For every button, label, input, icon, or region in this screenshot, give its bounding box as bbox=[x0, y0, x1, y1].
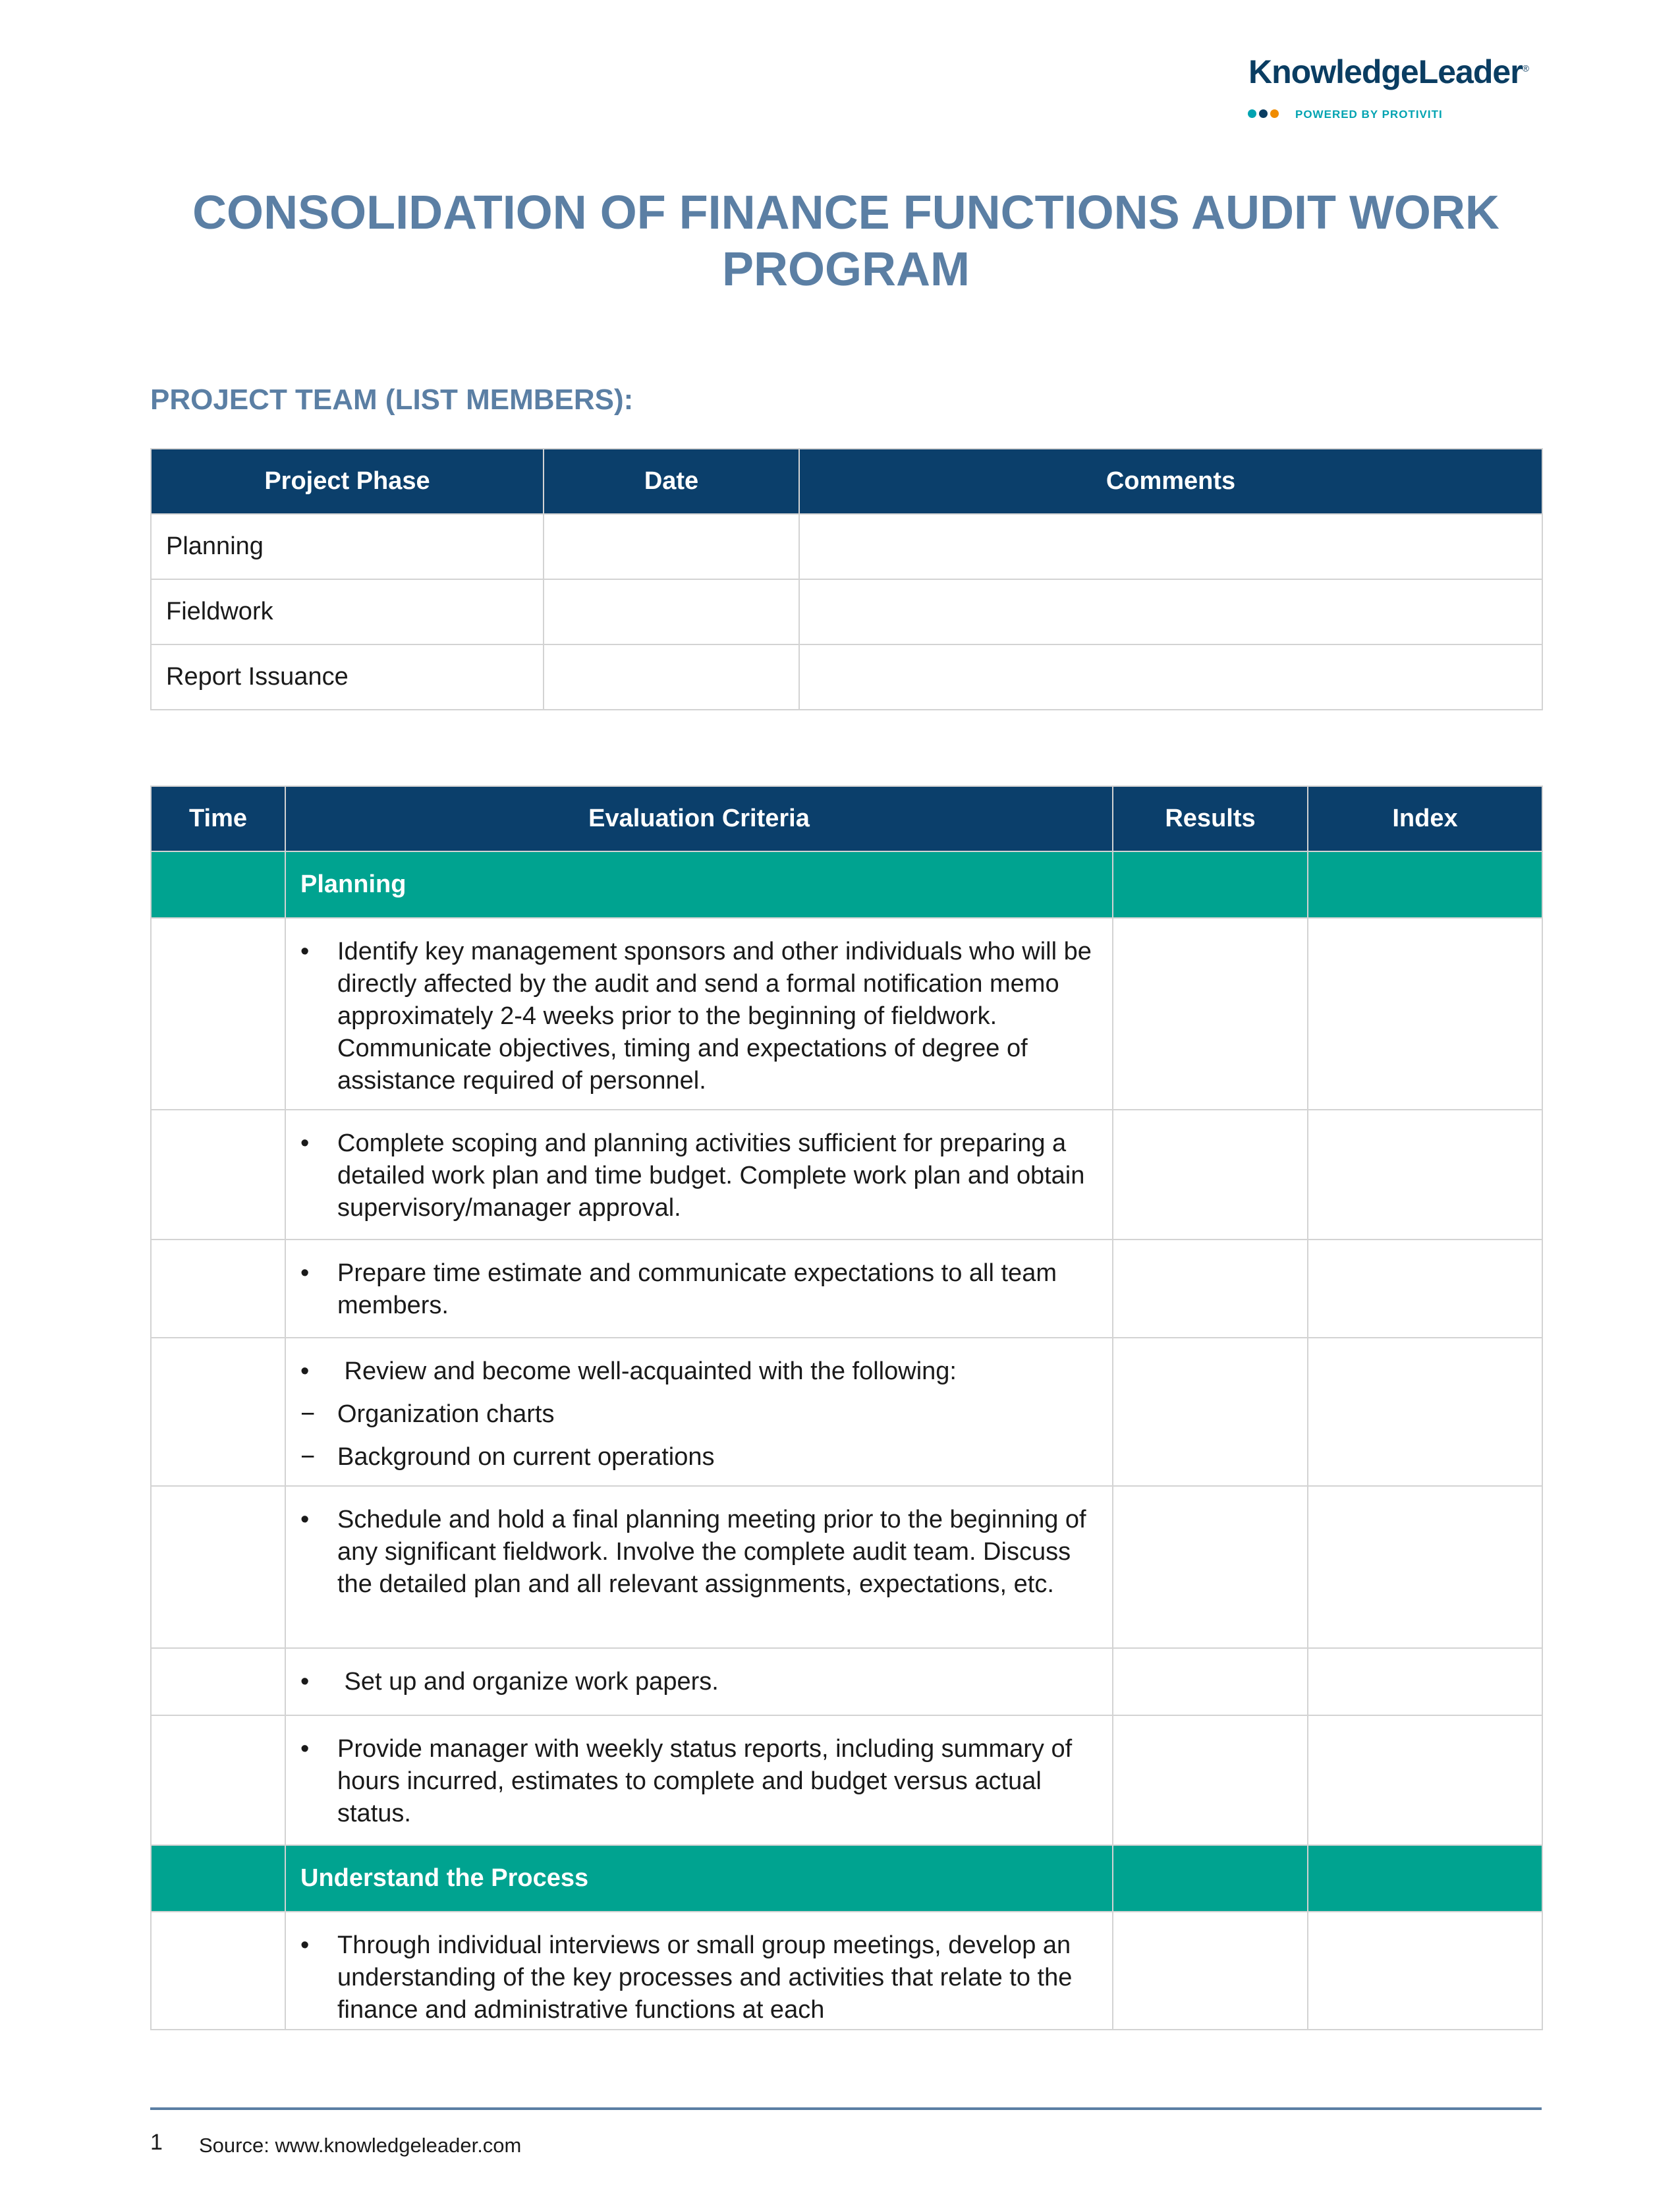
section-row-understand-the-process bbox=[151, 1845, 1542, 1912]
bullet-icon: • bbox=[300, 1506, 310, 1533]
sub-item-text: Background on current operations bbox=[337, 1443, 715, 1471]
time-cell[interactable] bbox=[151, 1240, 285, 1338]
criteria-text: Set up and organize work papers. bbox=[337, 1668, 719, 1696]
bullet-icon: • bbox=[300, 1357, 310, 1385]
table-row bbox=[151, 1715, 1542, 1845]
header-evaluation-criteria: Evaluation Criteria bbox=[285, 786, 1113, 851]
evaluation-criteria-table bbox=[150, 785, 1543, 2030]
source-link[interactable]: Source: www.knowledgeleader.com bbox=[199, 2134, 522, 2157]
section-label: Understand the Process bbox=[285, 1845, 1113, 1912]
criteria-cell bbox=[285, 1715, 1113, 1845]
bullet-icon: • bbox=[300, 1735, 310, 1763]
table-row bbox=[151, 1338, 1542, 1486]
results-cell[interactable] bbox=[1113, 1240, 1308, 1338]
criteria-text: Identify key management sponsors and other individuals who will be directly affected by the audit and send a formal notification memo approximately 2-4 weeks prior to the beginning of fieldwork. Communicate objectives, timing and expectations of degree of assistance required of personnel. bbox=[337, 938, 1092, 1095]
section-label: Planning bbox=[285, 851, 1113, 918]
index-cell[interactable] bbox=[1308, 1912, 1542, 2030]
time-cell[interactable] bbox=[151, 1715, 285, 1845]
criteria-cell bbox=[285, 1648, 1113, 1715]
table-row bbox=[151, 1648, 1542, 1715]
results-cell[interactable] bbox=[1113, 1912, 1308, 2030]
table-row bbox=[151, 1912, 1542, 2030]
results-cell bbox=[1113, 1845, 1308, 1912]
index-cell[interactable] bbox=[1308, 1240, 1542, 1338]
bullet-icon: • bbox=[300, 1668, 310, 1696]
header-time: Time bbox=[151, 786, 285, 851]
brand-dot-1 bbox=[1248, 109, 1256, 118]
sub-item-text: Organization charts bbox=[337, 1400, 555, 1428]
registered-mark: ® bbox=[1522, 63, 1528, 74]
criteria-cell bbox=[285, 1486, 1113, 1648]
brand-dot-2 bbox=[1259, 109, 1268, 118]
bullet-icon: • bbox=[300, 938, 310, 965]
index-cell[interactable] bbox=[1308, 918, 1542, 1110]
table-row bbox=[151, 514, 1542, 579]
index-cell[interactable] bbox=[1308, 1486, 1542, 1648]
index-cell[interactable] bbox=[1308, 1715, 1542, 1845]
bullet-icon: • bbox=[300, 1931, 310, 1959]
header-index: Index bbox=[1308, 786, 1542, 851]
criteria-cell bbox=[285, 1912, 1113, 2030]
table-row bbox=[151, 918, 1542, 1110]
brand-logo bbox=[1186, 53, 1528, 125]
comments-cell[interactable] bbox=[799, 579, 1542, 644]
time-cell[interactable] bbox=[151, 918, 285, 1110]
time-cell bbox=[151, 851, 285, 918]
results-cell[interactable] bbox=[1113, 1648, 1308, 1715]
results-cell bbox=[1113, 851, 1308, 918]
table-row bbox=[151, 644, 1542, 710]
date-cell[interactable] bbox=[544, 514, 799, 579]
index-cell[interactable] bbox=[1308, 1338, 1542, 1486]
date-cell[interactable] bbox=[544, 579, 799, 644]
comments-cell[interactable] bbox=[799, 644, 1542, 710]
dash-icon: − bbox=[300, 1400, 316, 1428]
criteria-text: Review and become well-acquainted with the following: bbox=[337, 1357, 957, 1385]
time-cell bbox=[151, 1845, 285, 1912]
criteria-text: Through individual interviews or small group meetings, develop an understanding of the key processes and activities that relate to the finance and administrative functions at each bbox=[337, 1931, 1073, 2024]
index-cell bbox=[1308, 1845, 1542, 1912]
index-cell bbox=[1308, 851, 1542, 918]
criteria-cell bbox=[285, 1240, 1113, 1338]
header-comments: Comments bbox=[799, 449, 1542, 514]
criteria-cell bbox=[285, 1338, 1113, 1486]
criteria-text: Schedule and hold a final planning meeting prior to the beginning of any significant fieldwork. Involve the complete audit team. Discuss the detailed plan and all relevant assignments, expectations, etc. bbox=[337, 1506, 1086, 1598]
results-cell[interactable] bbox=[1113, 918, 1308, 1110]
table-header-row bbox=[151, 449, 1542, 514]
criteria-text: Complete scoping and planning activities sufficient for preparing a detailed work plan and time budget. Complete work plan and obtain supervisory/manager approval. bbox=[337, 1129, 1085, 1222]
results-cell[interactable] bbox=[1113, 1110, 1308, 1240]
phase-cell: Fieldwork bbox=[151, 579, 544, 644]
phase-cell: Report Issuance bbox=[151, 644, 544, 710]
brand-dots-icon bbox=[1248, 109, 1279, 118]
table-row bbox=[151, 579, 1542, 644]
table-row bbox=[151, 1486, 1542, 1648]
results-cell[interactable] bbox=[1113, 1486, 1308, 1648]
brand-tagline: POWERED BY PROTIVITI bbox=[1295, 108, 1443, 121]
time-cell[interactable] bbox=[151, 1648, 285, 1715]
index-cell[interactable] bbox=[1308, 1110, 1542, 1240]
phase-cell: Planning bbox=[151, 514, 544, 579]
dash-icon: − bbox=[300, 1443, 316, 1471]
time-cell[interactable] bbox=[151, 1338, 285, 1486]
brand-name: KnowledgeLeader bbox=[1248, 53, 1523, 90]
time-cell[interactable] bbox=[151, 1110, 285, 1240]
criteria-cell bbox=[285, 918, 1113, 1110]
footer-divider bbox=[150, 2107, 1542, 2110]
comments-cell[interactable] bbox=[799, 514, 1542, 579]
criteria-cell bbox=[285, 1110, 1113, 1240]
index-cell[interactable] bbox=[1308, 1648, 1542, 1715]
table-row bbox=[151, 1110, 1542, 1240]
date-cell[interactable] bbox=[544, 644, 799, 710]
brand-wordmark bbox=[1248, 53, 1528, 91]
project-team-heading: PROJECT TEAM (LIST MEMBERS): bbox=[150, 384, 634, 416]
table-row bbox=[151, 1240, 1542, 1338]
time-cell[interactable] bbox=[151, 1912, 285, 2030]
table-header-row bbox=[151, 786, 1542, 851]
header-project-phase: Project Phase bbox=[151, 449, 544, 514]
document-title: CONSOLIDATION OF FINANCE FUNCTIONS AUDIT WORK PROGRAM bbox=[192, 186, 1499, 296]
brand-dot-3 bbox=[1270, 109, 1279, 118]
section-row-planning bbox=[151, 851, 1542, 918]
bullet-icon: • bbox=[300, 1259, 310, 1287]
results-cell[interactable] bbox=[1113, 1715, 1308, 1845]
page-number: 1 bbox=[150, 2130, 163, 2155]
bullet-icon: • bbox=[300, 1129, 310, 1157]
criteria-text: Provide manager with weekly status reports, including summary of hours incurred, estimates to complete and budget versus actual status. bbox=[337, 1735, 1073, 1827]
time-cell[interactable] bbox=[151, 1486, 285, 1648]
header-date: Date bbox=[544, 449, 799, 514]
criteria-text: Prepare time estimate and communicate expectations to all team members. bbox=[337, 1259, 1057, 1319]
project-phase-table bbox=[150, 448, 1543, 710]
results-cell[interactable] bbox=[1113, 1338, 1308, 1486]
header-results: Results bbox=[1113, 786, 1308, 851]
